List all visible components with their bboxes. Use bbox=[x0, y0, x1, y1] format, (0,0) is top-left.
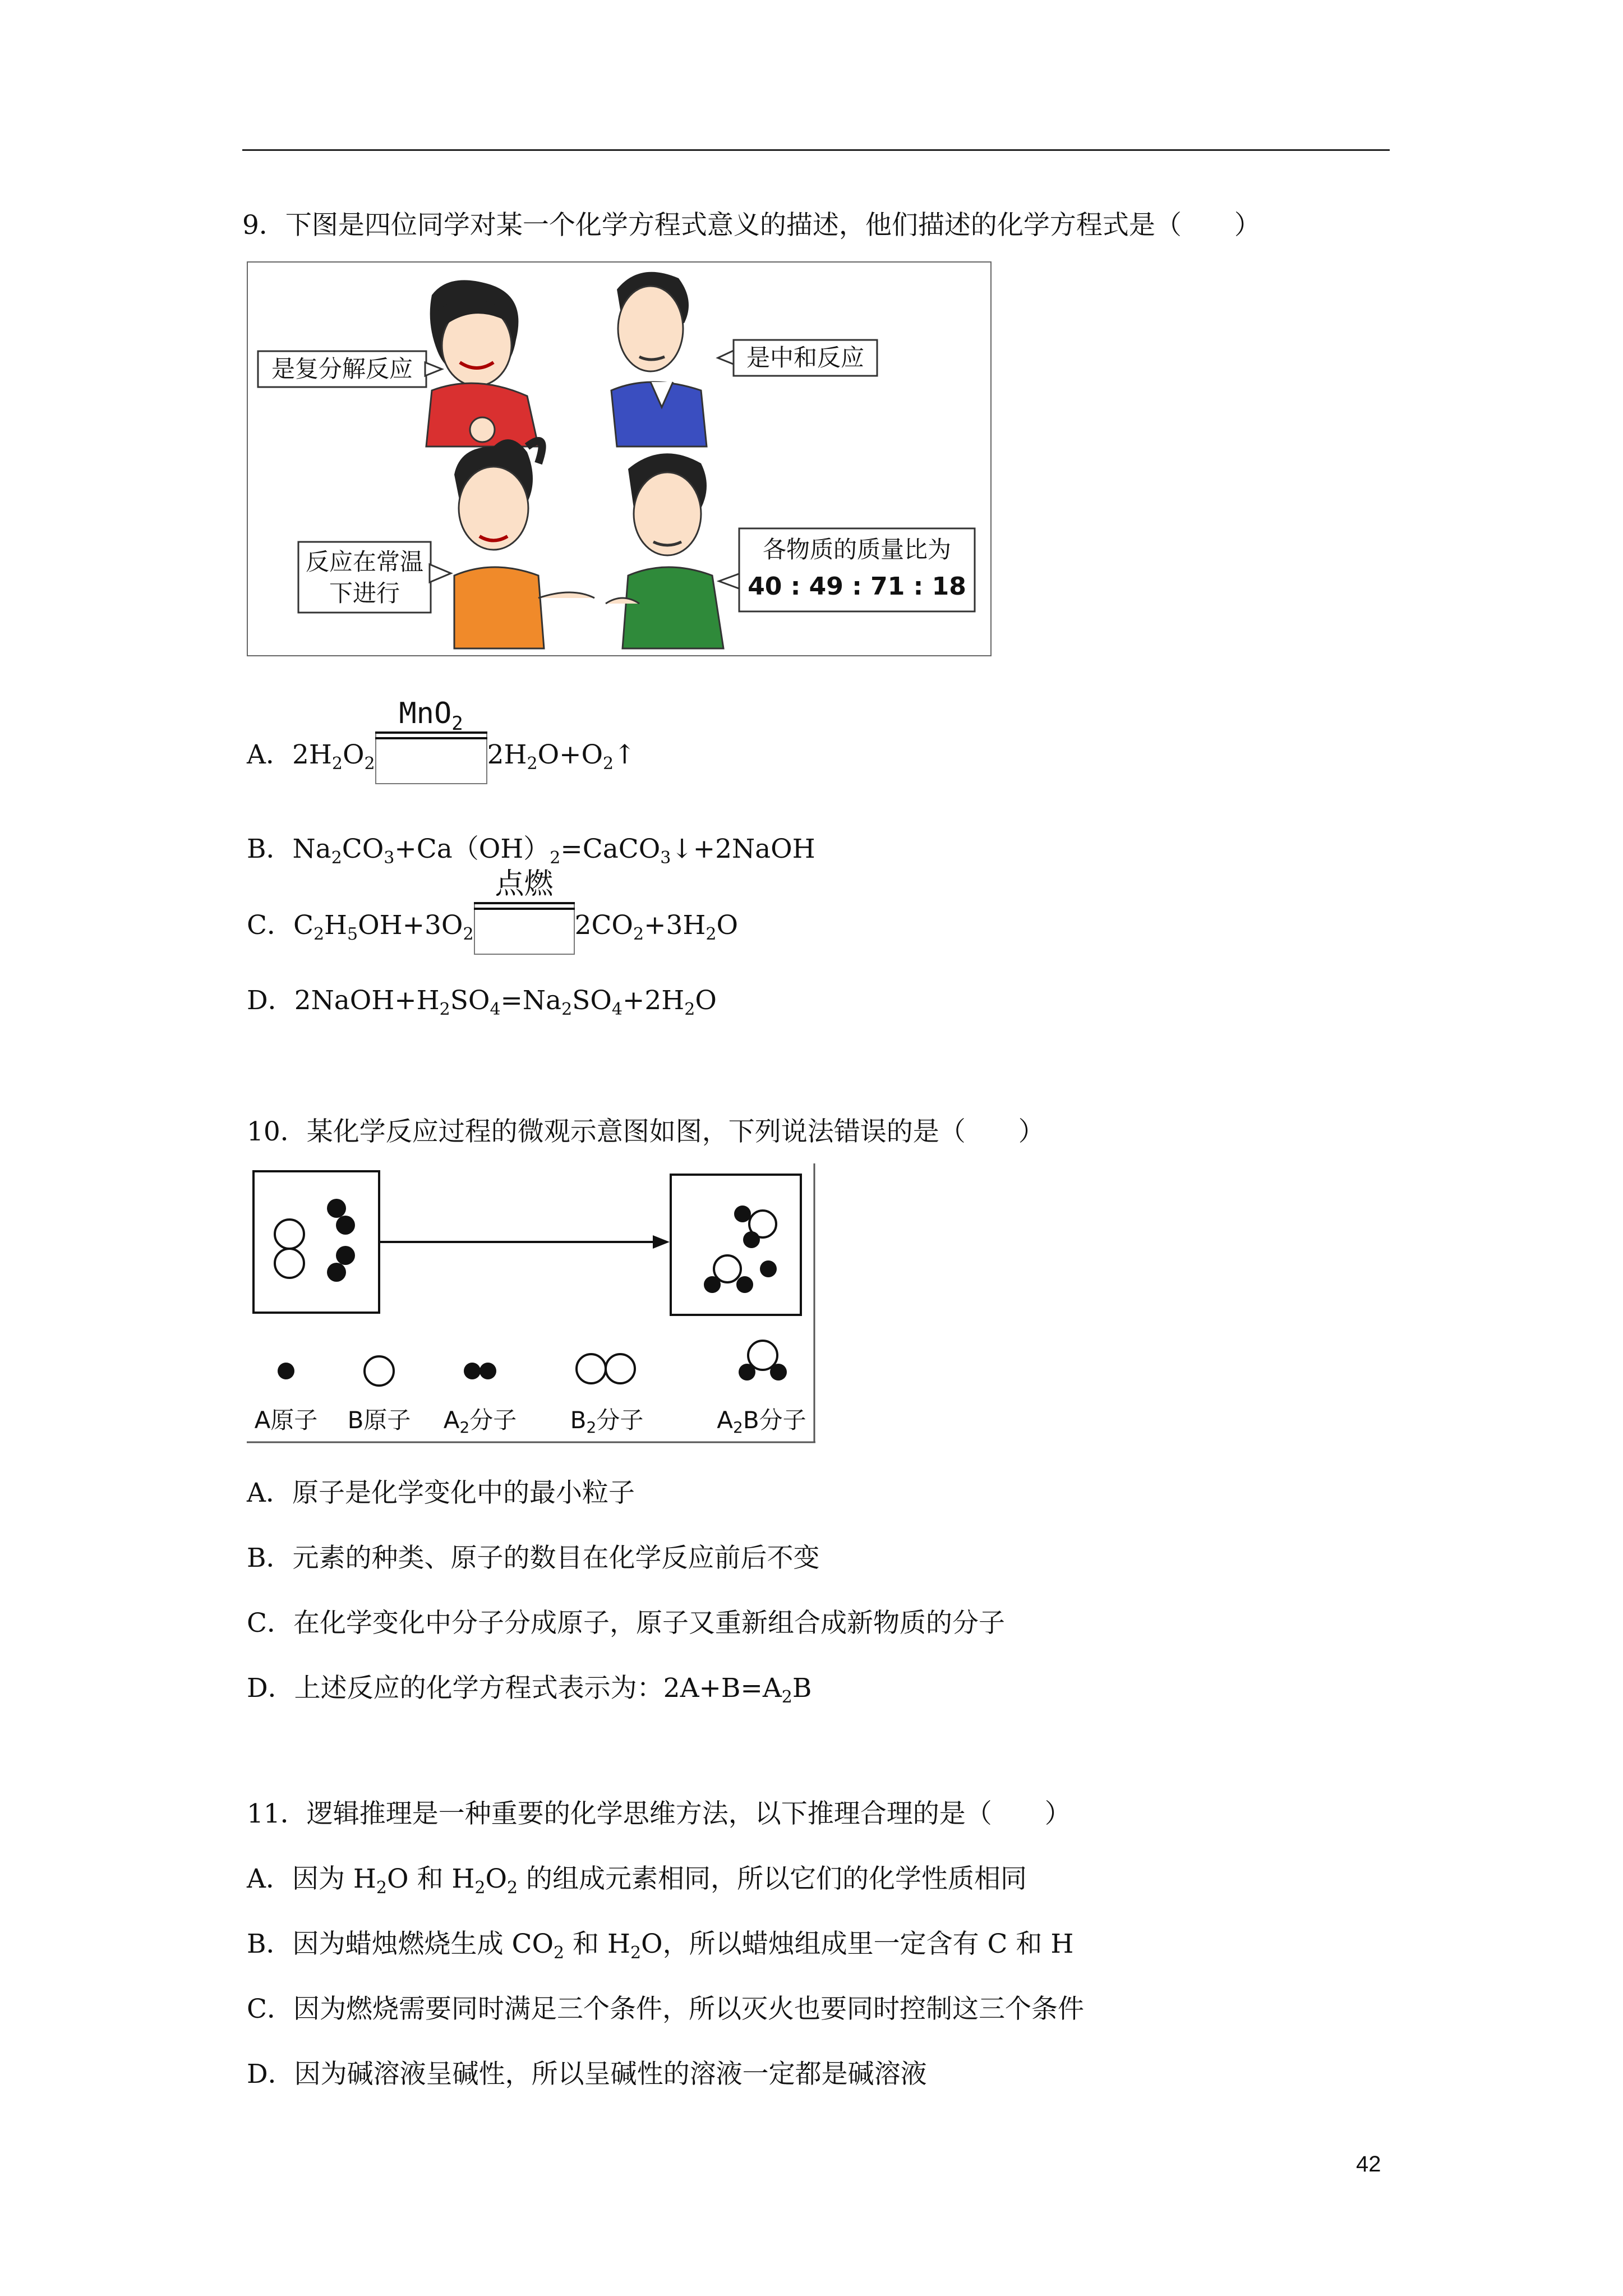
bubble-4 bbox=[719, 528, 975, 611]
legend-b2-suffix: 分子 bbox=[596, 1406, 644, 1434]
svg-text:B2分子 bbox=[570, 1406, 644, 1437]
legend-a2b-suffix: B分子 bbox=[743, 1406, 806, 1434]
legend-a2b-sub: 2 bbox=[733, 1418, 743, 1437]
q9-cartoon-figure bbox=[247, 261, 993, 657]
q9-option-d: D．$2NaOH+H_2SO_4=Na_2SO_4+2H_2O$ bbox=[247, 985, 717, 1019]
bubble-3-line1: 反应在常温 bbox=[305, 548, 424, 576]
q9-option-a: A．$2H_2O_2$ MnO$_2$ $2H_2O+O_2↑$ bbox=[247, 738, 636, 772]
bubble-1 bbox=[258, 351, 442, 387]
page-number: 42 bbox=[1356, 2152, 1381, 2177]
legend-a-atom bbox=[255, 1363, 318, 1434]
q11-option-a: A．因为 $H_2O$ 和 $H_2O_2$ 的组成元素相同，所以它们的化学性质相同 bbox=[247, 1864, 1027, 1898]
legend-b2-label: B bbox=[570, 1406, 587, 1434]
q10-option-d: D．上述反应的化学方程式表示为：$2A+B=A_2B$ bbox=[247, 1673, 812, 1707]
bubble-4-line1: 各物质的质量比为 bbox=[762, 536, 952, 563]
q9-c-reaction-condition: 点燃 bbox=[474, 909, 575, 942]
legend-b2-molecule bbox=[570, 1354, 644, 1437]
q9-option-b: B．$Na_2CO_3+Ca(OH)_2=CaCO_3↓+2NaOH$ bbox=[247, 834, 815, 868]
bubble-4-line2: 40 : 49 : 71 : 18 bbox=[748, 572, 966, 601]
q10-option-c: C．在化学变化中分子分成原子，原子又重新组合成新物质的分子 bbox=[247, 1608, 1005, 1639]
legend-a2-label: A bbox=[443, 1406, 460, 1434]
legend-a2b-molecule bbox=[717, 1341, 806, 1437]
legend-a2b-label: A bbox=[717, 1406, 734, 1434]
svg-text:A2B分子 bbox=[717, 1406, 806, 1437]
legend-b-atom-label: B原子 bbox=[347, 1406, 411, 1434]
q11-option-b: B．因为蜡烛燃烧生成 $CO_2$ 和 $H_2O$，所以蜡烛组成里一定含有 C 和 H bbox=[247, 1929, 1074, 1963]
bubble-1-text: 是复分解反应 bbox=[271, 355, 413, 383]
q11-stem: 11．逻辑推理是一种重要的化学思维方法，以下推理合理的是（ ） bbox=[247, 1798, 1071, 1829]
q10-option-a: A．原子是化学变化中的最小粒子 bbox=[247, 1478, 635, 1508]
q11-option-d: D．因为碱溶液呈碱性，所以呈碱性的溶液一定都是碱溶液 bbox=[247, 2059, 927, 2090]
q9-option-c: C．$C_2H_5OH+3O_2$ 点燃 $2CO_2+3H_2O$ bbox=[247, 909, 738, 942]
svg-text:A2分子 bbox=[444, 1406, 517, 1437]
legend-a2-molecule bbox=[444, 1363, 517, 1437]
q10-micro-diagram bbox=[247, 1163, 819, 1444]
legend-a-atom-label: A原子 bbox=[254, 1406, 318, 1434]
bubble-2-text: 是中和反应 bbox=[746, 344, 865, 371]
q10-option-b: B．元素的种类、原子的数目在化学反应前后不变 bbox=[247, 1543, 820, 1573]
q10-stem: 10．某化学反应过程的微观示意图如图，下列说法错误的是（ ） bbox=[247, 1116, 1045, 1147]
bubble-2 bbox=[718, 340, 877, 376]
legend-b2-sub: 2 bbox=[586, 1418, 597, 1437]
q11-option-c: C．因为燃烧需要同时满足三个条件，所以灭火也要同时控制这三个条件 bbox=[247, 1994, 1084, 2024]
q9-stem: 9．下图是四位同学对某一个化学方程式意义的描述，他们描述的化学方程式是（ ） bbox=[242, 210, 1261, 241]
legend-a2-suffix: 分子 bbox=[469, 1406, 517, 1434]
bubble-3-line2: 下进行 bbox=[329, 579, 400, 607]
legend-a2-sub: 2 bbox=[459, 1418, 470, 1437]
q9-a-reaction-condition: MnO$_2$ bbox=[375, 738, 487, 772]
legend-b-atom bbox=[348, 1356, 411, 1434]
header-rule bbox=[242, 149, 1390, 151]
bubble-3 bbox=[298, 542, 451, 613]
